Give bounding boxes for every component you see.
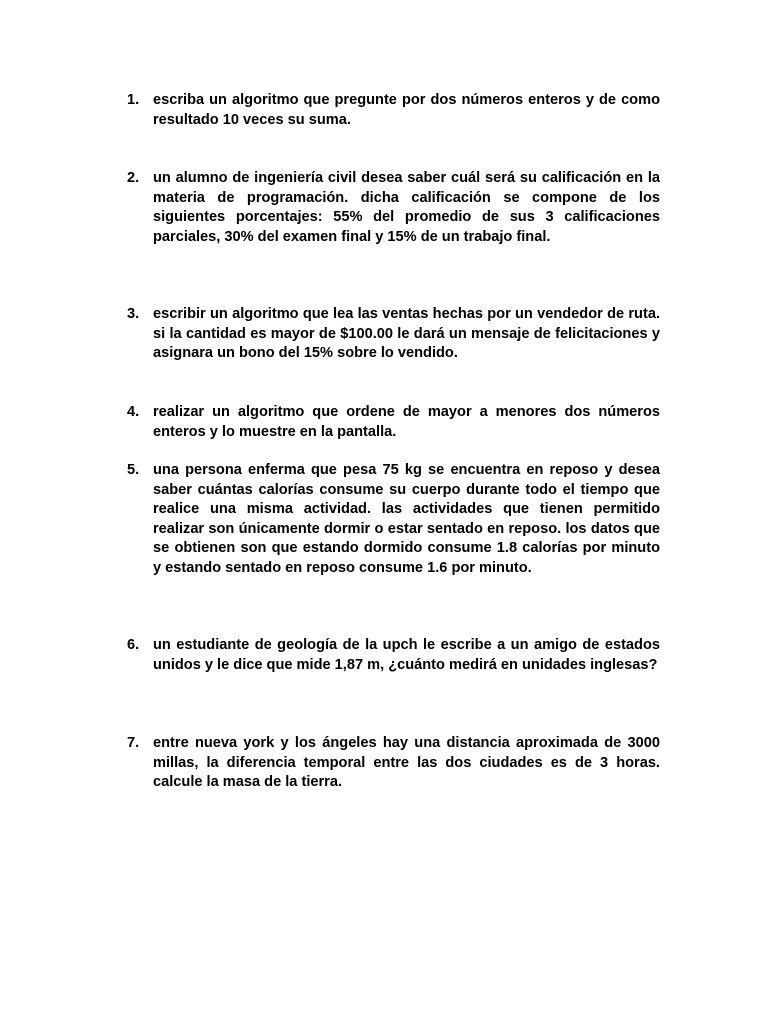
exercise-number: 5. <box>127 462 140 478</box>
exercise-item-1 <box>127 91 660 130</box>
exercise-item-3 <box>127 305 660 364</box>
exercise-text: realizar un algoritmo que ordene de mayor a menores dos números enteros y lo muestre en la pantalla. <box>153 404 660 440</box>
exercise-item-7 <box>127 734 660 793</box>
exercise-item-4 <box>127 403 660 442</box>
exercise-number: 7. <box>127 735 140 751</box>
exercise-number: 4. <box>127 404 140 420</box>
exercise-number: 2. <box>127 170 140 186</box>
exercise-item-6 <box>127 636 660 675</box>
exercise-text: escribir un algoritmo que lea las ventas hechas por un vendedor de ruta. si la cantidad es mayor de $100.00 le dará un mensaje de felicitaciones y asignara un bono del 15% sobre lo vendido. <box>153 306 660 362</box>
exercise-text: un alumno de ingeniería civil desea saber cuál será su calificación en la materia de programación. dicha calificación se compone de los siguientes porcentajes: 55% del promedio de sus 3 calificaciones parciales, 30% del examen final y 15% de un trabajo final. <box>153 170 660 245</box>
exercise-number: 6. <box>127 637 140 653</box>
exercise-item-2 <box>127 169 660 247</box>
exercise-text: una persona enferma que pesa 75 kg se encuentra en reposo y desea saber cuántas calorías consume su cuerpo durante todo el tiempo que realice una misma actividad. las actividades que tienen permitido realizar son únicamente dormir o estar sentado en reposo. los datos que se obtienen son que estando dormido consume 1.8 calorías por minuto y estando sentado en reposo consume 1.6 por minuto. <box>153 462 660 576</box>
exercise-number: 1. <box>127 92 140 108</box>
exercise-text: escriba un algoritmo que pregunte por dos números enteros y de como resultado 10 veces su suma. <box>153 92 660 128</box>
exercise-number: 3. <box>127 306 140 322</box>
exercise-text: un estudiante de geología de la upch le escribe a un amigo de estados unidos y le dice que mide 1,87 m, ¿cuánto medirá en unidades inglesas? <box>153 637 660 673</box>
exercise-text: entre nueva york y los ángeles hay una distancia aproximada de 3000 millas, la diferencia temporal entre las dos ciudades es de 3 horas. calcule la masa de la tierra. <box>153 735 660 791</box>
exercise-item-5 <box>127 461 660 579</box>
